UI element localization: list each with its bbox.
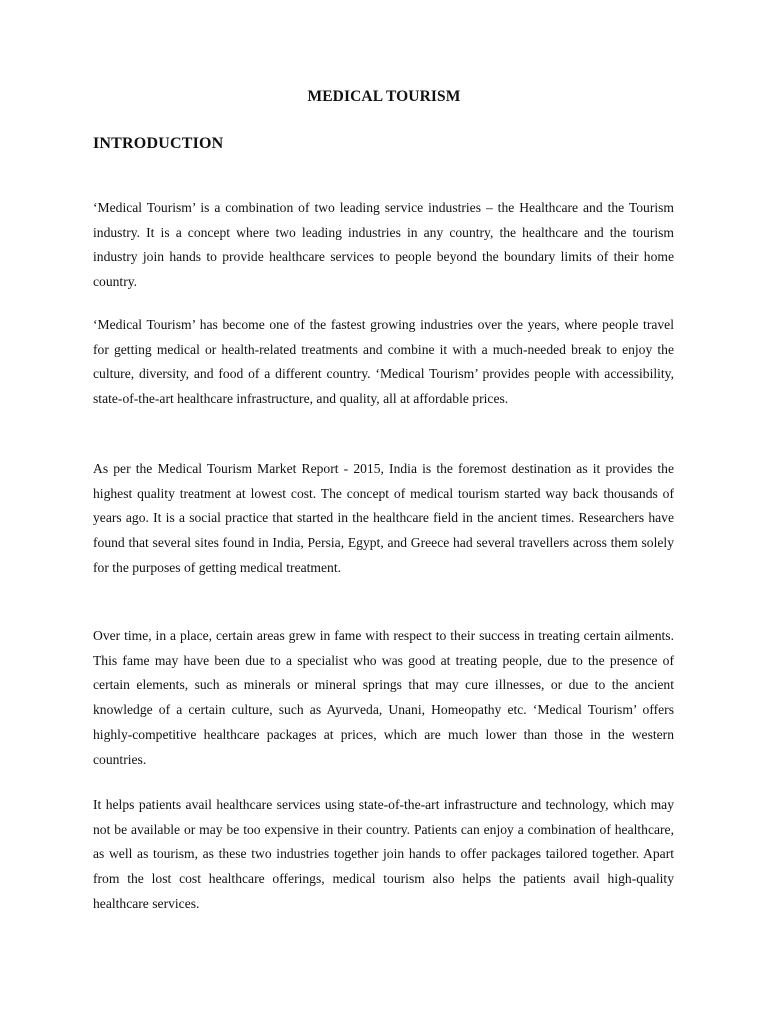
paragraph: As per the Medical Tourism Market Report - 2015, India is the foremost destination as it provides the highest quality treatment at lowest cost. The concept of medical tourism started way back thousands of years ago. It is a social practice that started in the healthcare field in the ancient times. Researchers have found that several sites found in India, Persia, Egypt, and Greece had several travellers across them solely for the purposes of getting medical treatment.	[93, 461, 674, 575]
paragraph: ‘Medical Tourism’ has become one of the fastest growing industries over the years, where people travel for getting medical or health-related treatments and combine it with a much-needed break to enjoy the culture, diversity, and food of a different country. ‘Medical Tourism’ provides people with accessibility, state-of-the-art healthcare infrastructure, and quality, all at affordable prices.	[93, 317, 674, 407]
paragraph: ‘Medical Tourism’ is a combination of two leading service industries – the Healthcare and the Tourism industry. It is a concept where two leading industries in any country, the healthcare and the tourism industry join hands to provide healthcare services to people beyond the boundary limits of their home country.	[93, 200, 674, 290]
paragraph: It helps patients avail healthcare services using state-of-the-art infrastructure and technology, which may not be available or may be too expensive in their country. Patients can enjoy a combination of healthcare, as well as tourism, as these two industries together join hands to offer packages tailored together. Apart from the lost cost healthcare offerings, medical tourism also helps the patients avail high-quality healthcare services.	[93, 797, 674, 911]
section-heading-introduction: INTRODUCTION	[93, 135, 224, 152]
document-title: MEDICAL TOURISM	[307, 88, 461, 105]
paragraph: Over time, in a place, certain areas grew in fame with respect to their success in treating certain ailments. This fame may have been due to a specialist who was good at treating people, due to the presence of certain elements, such as minerals or mineral springs that may cure illnesses, or due to the ancient knowledge of a certain culture, such as Ayurveda, Unani, Homeopathy etc. ‘Medical Tourism’ offers highly-competitive healthcare packages at prices, which are much lower than those in the western countries.	[93, 628, 674, 767]
